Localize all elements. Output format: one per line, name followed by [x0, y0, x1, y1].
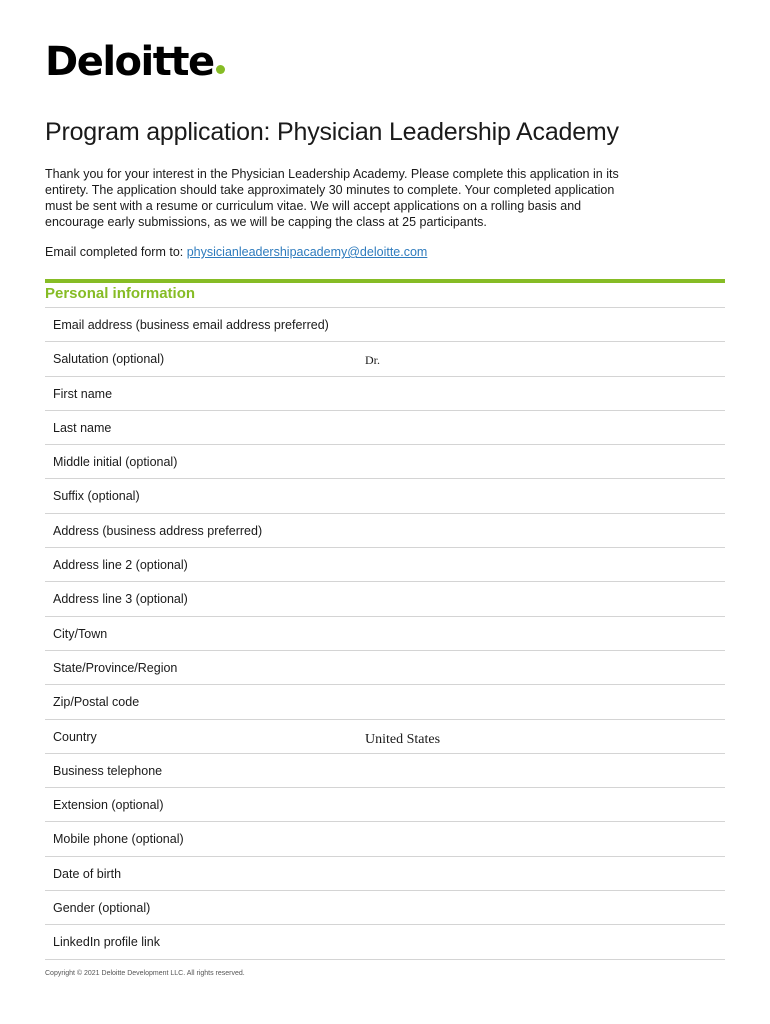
field-row-linkedin [45, 925, 725, 959]
field-row-salutation [45, 342, 725, 376]
field-label: Suffix (optional) [53, 489, 140, 504]
field-label: City/Town [53, 626, 108, 641]
email-link[interactable]: physicianleadershipacademy@deloitte.com [186, 245, 428, 259]
date-of-birth-field[interactable] [363, 863, 717, 887]
field-label: State/Province/Region [53, 660, 178, 675]
field-label: Extension (optional) [53, 798, 164, 813]
address-line-3-field[interactable] [363, 588, 717, 612]
personal-info-fields [45, 307, 725, 960]
field-row-email [45, 308, 725, 342]
logo-text: Deloitte [45, 39, 214, 85]
field-row-first-name [45, 377, 725, 411]
linkedin-field[interactable] [363, 931, 717, 955]
field-row-address-line-2 [45, 548, 725, 582]
section-divider [45, 279, 725, 283]
field-row-country [45, 720, 725, 754]
field-label: Address line 3 (optional) [53, 592, 188, 607]
field-label: Address line 2 (optional) [53, 558, 188, 573]
first-name-field[interactable] [363, 383, 717, 407]
email-field[interactable] [363, 314, 717, 338]
state-field[interactable] [363, 657, 717, 681]
field-label: Business telephone [53, 763, 163, 778]
last-name-field[interactable] [363, 417, 717, 441]
field-row-business-telephone [45, 754, 725, 788]
intro-paragraph: Thank you for your interest in the Physician Leadership Academy. Please complete this application in its entirety. The application should take approximately 30 minutes to complete. Your completed application must be sent with a resume or curriculum vitae. We will accept applications on a rolling basis and encourage early submissions, as we will be capping the class at 25 participants. [45, 167, 619, 229]
business-telephone-field[interactable] [363, 760, 717, 784]
field-label: Gender (optional) [53, 901, 151, 916]
field-row-state [45, 651, 725, 685]
field-label: Last name [53, 420, 112, 435]
field-row-middle-initial [45, 445, 725, 479]
section-title: Personal information [45, 285, 196, 302]
field-row-mobile-phone [45, 822, 725, 856]
field-label: Middle initial (optional) [53, 455, 178, 470]
city-field[interactable] [363, 623, 717, 647]
page-title: Program application: Physician Leadership Academy [45, 118, 619, 146]
field-label: Salutation (optional) [53, 352, 165, 367]
field-row-suffix [45, 479, 725, 513]
field-row-gender [45, 891, 725, 925]
salutation-field[interactable] [363, 348, 717, 372]
field-row-extension [45, 788, 725, 822]
field-row-address-line-3 [45, 582, 725, 616]
suffix-field[interactable] [363, 485, 717, 509]
email-instruction [45, 244, 427, 260]
field-label: Date of birth [53, 866, 122, 881]
email-prompt: Email completed form to: [45, 245, 184, 259]
mobile-phone-field[interactable] [363, 828, 717, 852]
logo-dot-icon [216, 65, 225, 74]
field-label: Country [53, 729, 97, 744]
address-field[interactable] [363, 520, 717, 544]
copyright-footer: Copyright © 2021 Deloitte Development LLC. All rights reserved. [45, 970, 245, 977]
field-row-address [45, 514, 725, 548]
field-row-last-name [45, 411, 725, 445]
field-row-zip [45, 685, 725, 719]
middle-initial-field[interactable] [363, 451, 717, 475]
field-label: Address (business address preferred) [53, 523, 263, 538]
extension-field[interactable] [363, 794, 717, 818]
field-row-city [45, 617, 725, 651]
field-label: First name [53, 386, 113, 401]
field-label: Zip/Postal code [53, 695, 140, 710]
deloitte-logo [45, 39, 225, 85]
address-line-2-field[interactable] [363, 554, 717, 578]
field-label: LinkedIn profile link [53, 935, 161, 950]
country-field[interactable] [363, 728, 717, 752]
field-row-date-of-birth [45, 857, 725, 891]
field-label: Mobile phone (optional) [53, 832, 184, 847]
zip-field[interactable] [363, 691, 717, 715]
field-label: Email address (business email address preferred) [53, 318, 329, 332]
gender-field[interactable] [363, 897, 717, 921]
